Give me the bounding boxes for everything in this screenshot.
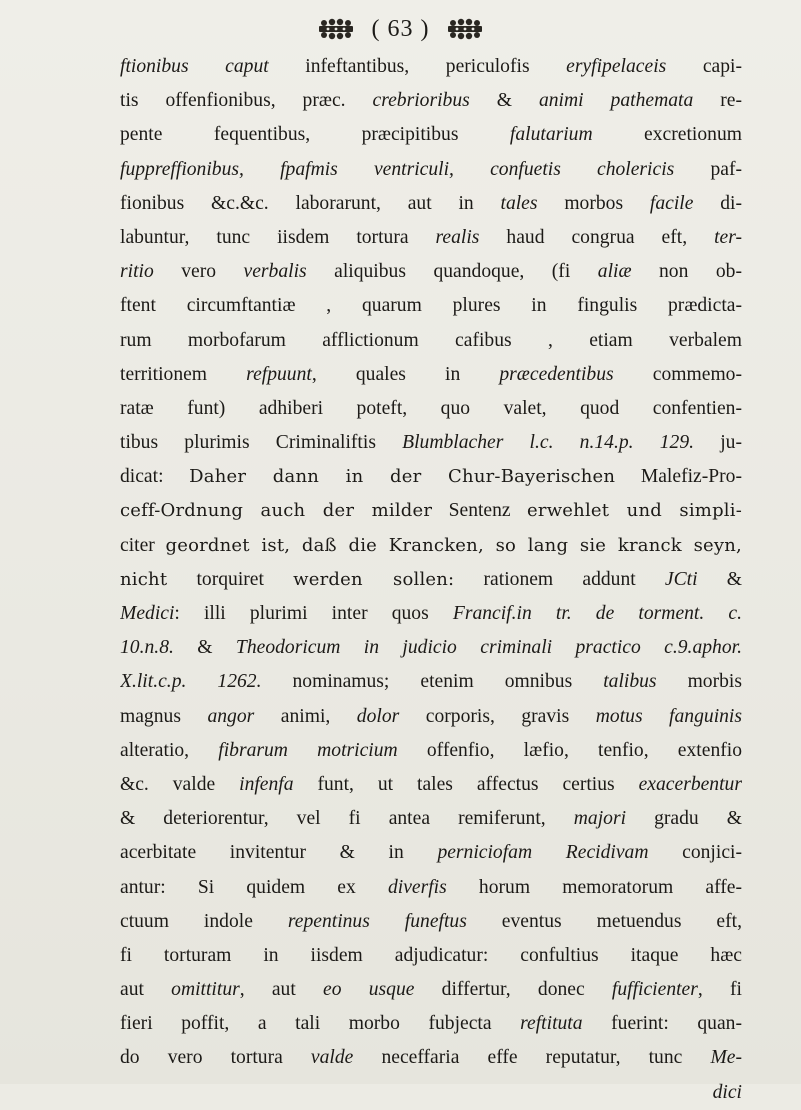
text-run: ctuum indole [120, 910, 288, 932]
text-run: crebrioribus [372, 90, 470, 112]
text-line [120, 118, 742, 152]
text-run: ju- [694, 432, 742, 454]
text-line [120, 1041, 742, 1075]
text-line [120, 289, 742, 323]
text-line [120, 734, 742, 768]
text-run: alteratio, [120, 739, 219, 761]
text-run: morbis [656, 671, 742, 693]
text-run: labuntur, tunc iisdem tortura [120, 226, 436, 248]
text-run: infeftantibus, periculofis [268, 56, 567, 77]
text-run: reftituta [520, 1013, 583, 1035]
text-run: fuppreffionibus, fpafmis ventriculi, confuetis cholericis [120, 158, 675, 180]
text-run: animi, [254, 705, 357, 727]
text-run: & [469, 90, 539, 112]
text-run: : illi plurimi inter quos [174, 603, 453, 624]
text-run: Blumblacher l.c. n.14.p. 129. [402, 432, 695, 454]
text-run: & [697, 568, 742, 590]
text-line [120, 768, 742, 802]
text-run: valde [310, 1047, 354, 1069]
text-line [120, 802, 742, 836]
text-line [120, 84, 742, 118]
text-run: corporis, gravis [399, 705, 596, 727]
text-run: animi pathemata [538, 90, 694, 112]
text-line [120, 324, 742, 358]
text-run: eo usque [323, 979, 415, 1001]
text-line [120, 700, 742, 734]
text-run: aut [120, 979, 172, 1001]
text-run: Sentenz [432, 500, 528, 522]
text-run: morbos [537, 192, 650, 214]
text-run: eventus metuendus eft, [466, 910, 742, 932]
text-run: conjici- [648, 842, 742, 864]
text-run: ceff- [120, 500, 161, 522]
text-line [120, 153, 742, 187]
text-run: motus fanguinis [595, 705, 742, 727]
text-run: rum morbofarum afflictionum cafibus , etiam verbalem [120, 329, 742, 351]
text-line [120, 905, 742, 939]
text-run: horum memoratorum affe- [446, 876, 742, 898]
text-run: ter- [714, 226, 742, 248]
text-line [120, 426, 742, 460]
text-run: aliquibus quandoque, (fi [306, 261, 598, 283]
text-line [120, 597, 742, 631]
text-run: 10.n.8. [120, 637, 174, 659]
text-run: , aut [239, 979, 324, 1001]
text-run: fuerint: quan- [582, 1013, 742, 1035]
text-run: eryfipelaceis [566, 56, 667, 77]
text-run: angor [207, 705, 255, 727]
text-run: territionem [120, 363, 247, 385]
text-run: dicat: [120, 466, 190, 488]
text-run: tibus plurimis Criminaliftis [120, 432, 403, 454]
text-run: infenfa [239, 773, 294, 795]
text-run: aliæ [597, 261, 632, 283]
text-run: X.lit.c.p. 1262. [120, 671, 262, 693]
text-run: ritio [120, 261, 154, 283]
text-run: ratæ funt) adhiberi poteft, quo valet, quod confentien- [120, 397, 742, 419]
text-run: differtur, donec [414, 979, 612, 1001]
printer-ornament-icon [318, 18, 354, 40]
text-run: facile [649, 192, 694, 214]
text-run: repentinus funeftus [287, 910, 467, 932]
text-run: geordnet ist, daß die Krancken, so lang sie kranck seyn, [165, 534, 742, 556]
text-run: exacerbentur [638, 773, 742, 795]
text-line [120, 187, 742, 221]
text-run: capi- [666, 56, 742, 77]
text-line [120, 358, 742, 392]
text-run: non ob- [631, 261, 742, 283]
text-line [120, 255, 742, 289]
text-run: Malefiz-Pro- [615, 466, 742, 488]
text-run: funt, ut tales affectus certius [293, 773, 639, 795]
text-run: ftent circumftantiæ , quarum plures in fingulis prædicta- [120, 295, 742, 317]
text-run: erwehlet und simpli- [527, 500, 742, 522]
text-run: magnus [120, 705, 208, 727]
text-line [120, 529, 742, 563]
text-line [120, 871, 742, 905]
text-run: dolor [356, 705, 400, 727]
text-line [120, 665, 742, 699]
text-run: torquiret [167, 568, 294, 590]
catchword: dici [712, 1081, 742, 1103]
text-run: re- [693, 90, 742, 112]
text-run: refpuunt [246, 363, 312, 385]
text-run: paf- [674, 158, 742, 180]
text-line [120, 460, 742, 494]
text-run: werden sollen: [293, 568, 455, 590]
text-run: vero [153, 261, 244, 283]
text-run: Theodoricum in judicio criminali practico c.9.aphor. [235, 637, 742, 659]
text-run: Medici [120, 603, 175, 624]
text-run: , fi [697, 979, 742, 1001]
text-run: tales [500, 192, 538, 214]
text-run: , quales in [311, 363, 500, 385]
text-run: pente fequentibus, præcipitibus [120, 124, 510, 146]
body-text [120, 50, 742, 1110]
text-run: Ordnung auch der milder [160, 500, 433, 522]
text-run: fieri poffit, a tali morbo fubjecta [120, 1013, 521, 1035]
text-run: realis [435, 226, 480, 248]
text-line [120, 392, 742, 426]
text-run: JCti [664, 568, 698, 590]
text-run: omittitur [171, 979, 240, 1001]
text-run: Daher dann in der Chur-Bayerischen [189, 466, 616, 488]
text-run: acerbitate invitentur & in [120, 842, 438, 864]
text-run: fi torturam in iisdem adjudicatur: confultius itaque hæc [120, 944, 742, 966]
text-run: excretionum [592, 124, 742, 146]
text-run: antur: Si quidem ex [120, 876, 388, 898]
text-run: di- [693, 192, 742, 214]
text-run: & [173, 637, 236, 659]
page-number: ( 63 ) [371, 15, 430, 42]
text-run: majori [573, 808, 627, 830]
text-line [120, 221, 742, 255]
text-run: & deteriorentur, vel fi antea remiferunt, [120, 808, 574, 830]
text-run: fionibus &c.&c. laborarunt, aut in [120, 192, 501, 214]
text-run: rationem addunt [454, 568, 665, 590]
text-run: haud congrua eft, [479, 226, 715, 248]
text-run: nicht [120, 568, 168, 590]
text-run: diverfis [387, 876, 447, 898]
text-run: verbalis [243, 261, 307, 283]
text-run: talibus [603, 671, 657, 693]
text-run: fufficienter [611, 979, 698, 1001]
text-run: perniciofam Recidivam [437, 842, 649, 864]
text-run: commemo- [613, 363, 742, 385]
text-run: offenfio, læfio, tenfio, extenfio [397, 739, 742, 761]
text-line [120, 50, 742, 84]
text-run: Francif.in tr. de torment. c. [452, 603, 742, 624]
text-run: gradu & [626, 808, 742, 830]
text-line [120, 939, 742, 973]
text-run: falutarium [509, 124, 593, 146]
text-run: ftionibus caput [120, 56, 269, 77]
text-run: nominamus; etenim omnibus [261, 671, 604, 693]
text-line [120, 836, 742, 870]
page-header [0, 10, 801, 48]
printer-ornament-icon [447, 18, 483, 40]
text-line [120, 973, 742, 1007]
text-run: tis offenfionibus, præc. [120, 90, 373, 112]
text-run: fibrarum motricium [218, 739, 398, 761]
text-run: præcedentibus [499, 363, 614, 385]
text-line [120, 631, 742, 665]
text-run: citer [120, 534, 166, 556]
text-line [120, 563, 742, 597]
text-run: do vero tortura [120, 1047, 311, 1069]
text-run: neceffaria effe reputatur, tunc [353, 1047, 711, 1069]
text-line [120, 1007, 742, 1041]
text-line [120, 494, 742, 528]
text-run: Me- [710, 1047, 742, 1069]
text-run: &c. valde [120, 773, 240, 795]
